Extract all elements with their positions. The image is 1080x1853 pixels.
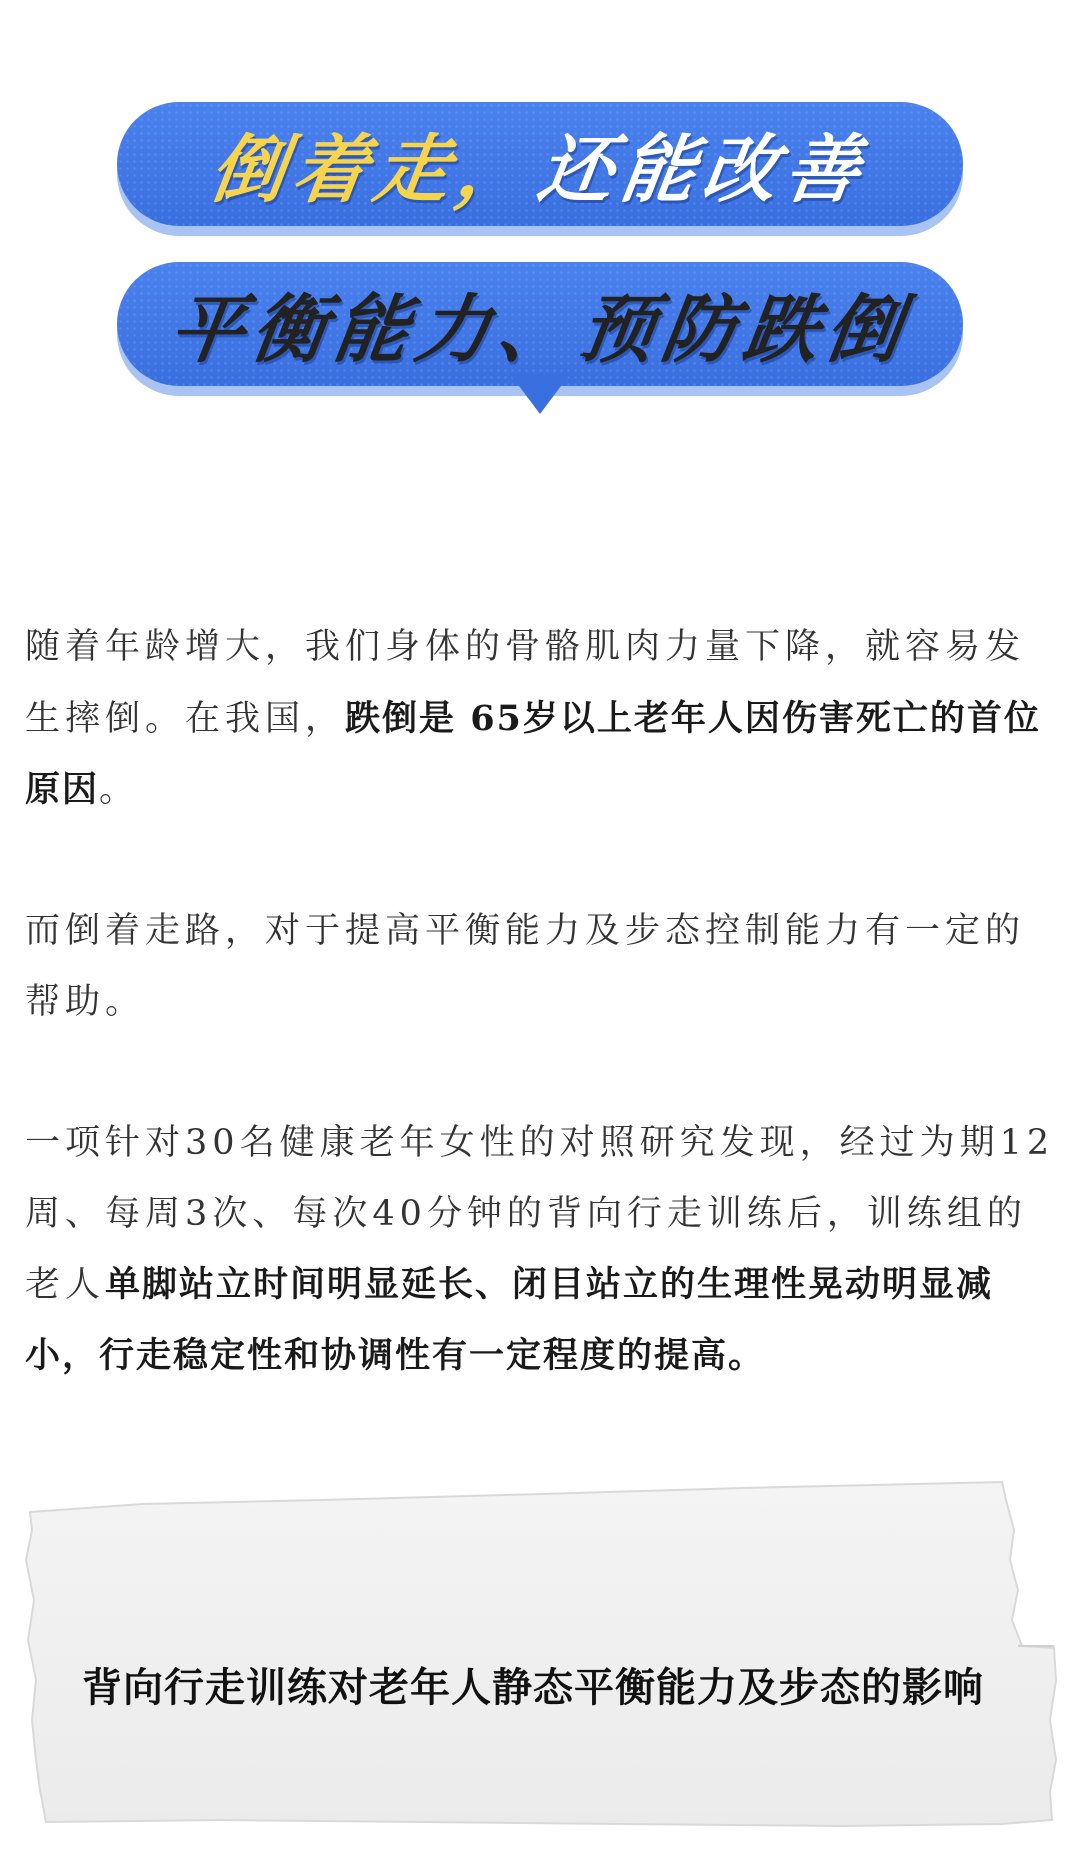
headline-line-1 (205, 111, 876, 217)
study-emphasis: 单脚站立时间明显延长、闭目站立的生理性晃动明显减小，行走稳定性和协调性有一定程度的提高。 (25, 1265, 994, 1376)
emphasis-part-b: 岁以上老年人因伤害死亡的首位原因 (25, 699, 1041, 810)
article-body (25, 612, 1060, 1462)
paragraph-study (25, 1108, 1060, 1392)
study-text-c: 周、每周 (25, 1194, 186, 1234)
headline-banner-bottom (117, 262, 963, 386)
note-title: 背向行走训练对老年人静态平衡能力及步态的影响 (82, 1665, 984, 1711)
speech-bubble-tail (510, 374, 570, 414)
study-number-sessions: 3 (185, 1194, 213, 1234)
paragraph-benefit-text: 而倒着走路，对于提高平衡能力及步态控制能力有一定的帮助。 (25, 911, 1026, 1022)
paragraph-intro-text: 随着年龄增大，我们身体的骨骼肌肉力量下降，就容易发生摔倒。在我国， (25, 627, 1026, 739)
study-text-a: 一项针对 (25, 1123, 186, 1163)
headline-yellow-text: 倒着走， (205, 127, 546, 213)
paragraph-benefit (25, 896, 1060, 1038)
study-text-e: 分钟的背向行走训练后，训练组的老人 (25, 1194, 1027, 1305)
torn-paper-shape (22, 1470, 1062, 1836)
headline-white-text: 还能改善 (533, 127, 874, 213)
study-number-weeks: 12 (999, 1123, 1055, 1163)
study-number-minutes: 40 (372, 1194, 427, 1234)
emphasis-part-a: 跌倒是 (345, 699, 471, 739)
headline-line-2: 平衡能力、预防跌倒 (164, 287, 915, 373)
study-text-d: 次、每次 (212, 1194, 373, 1234)
emphasis-number: 65 (470, 698, 523, 739)
study-number-participants: 30 (185, 1123, 240, 1163)
headline-banner-top (117, 102, 963, 226)
study-text-b: 名健康老年女性的对照研究发现，经过为期 (239, 1123, 1000, 1163)
torn-paper-note (22, 1470, 1062, 1836)
paragraph-intro (25, 612, 1060, 826)
paragraph-intro-end: 。 (99, 770, 140, 810)
